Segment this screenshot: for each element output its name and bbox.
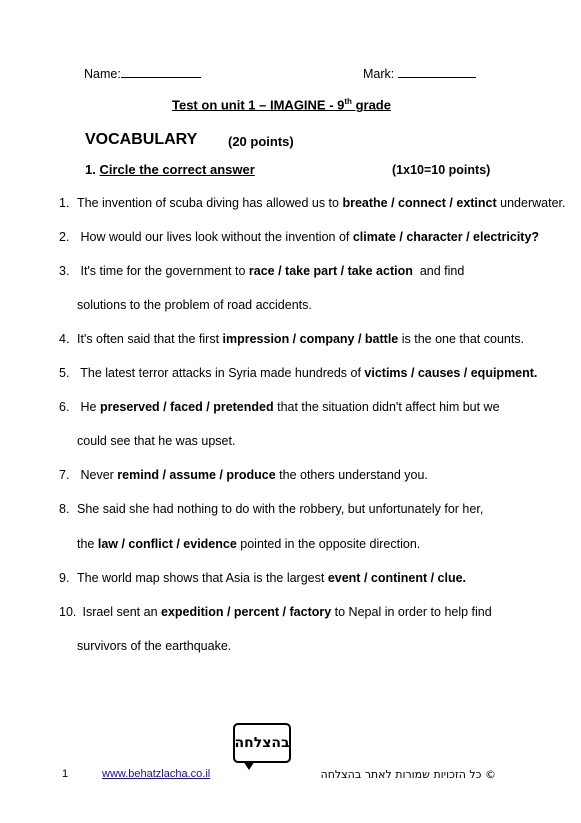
website-link[interactable]: www.behatzlacha.co.il — [102, 768, 211, 780]
mark-field[interactable] — [363, 67, 476, 81]
question-number: 9. — [59, 571, 70, 585]
copyright-text: © כל הזכויות שמורות לאתר בהצלחה — [320, 768, 496, 781]
question-item — [59, 366, 537, 380]
page-number: 1 — [62, 768, 69, 780]
question-number: 7. — [59, 468, 70, 482]
question-text: Never — [77, 468, 118, 482]
question-text: underwater. — [496, 196, 566, 210]
answer-options[interactable]: expedition / percent / factory — [161, 605, 332, 619]
answer-options[interactable]: breathe / connect / extinct — [342, 196, 497, 210]
question-item — [59, 502, 483, 516]
question-item — [59, 605, 492, 619]
question-text: pointed in the opposite direction. — [236, 537, 421, 551]
question-item — [59, 400, 500, 414]
question-number: 2. — [59, 230, 70, 244]
logo-speech-tail — [243, 761, 255, 770]
question-continuation: could see that he was upset. — [77, 434, 236, 448]
question-item — [59, 196, 565, 210]
question-text: It's often said that the first — [77, 332, 223, 346]
question-text: that the situation didn't affect him but we — [273, 400, 500, 414]
question-continuation: solutions to the problem of road accidents. — [77, 298, 312, 312]
question-number: 6. — [59, 400, 70, 414]
question-text: and find — [412, 264, 465, 278]
question-text: He — [77, 400, 100, 414]
answer-options[interactable]: victims / causes / equipment. — [364, 366, 538, 380]
question-item — [59, 468, 428, 482]
answer-options[interactable]: remind / assume / produce — [117, 468, 276, 482]
question-item — [59, 230, 539, 244]
answer-options[interactable]: climate / character / electricity? — [352, 230, 540, 244]
question-number: 5. — [59, 366, 70, 380]
question-text: the — [77, 537, 98, 551]
name-label: Name: — [84, 67, 121, 81]
answer-options[interactable]: race / take part / take action — [248, 264, 413, 278]
answer-options[interactable]: preserved / faced / pretended — [99, 400, 274, 414]
question-number: 3. — [59, 264, 70, 278]
question-text: The latest terror attacks in Syria made hundreds of — [77, 366, 365, 380]
answer-options[interactable]: law / conflict / evidence — [97, 537, 237, 551]
question-item — [59, 571, 466, 585]
question-item — [59, 264, 464, 278]
question-number: 1. — [59, 196, 70, 210]
name-field[interactable] — [84, 67, 201, 81]
name-blank-line[interactable] — [121, 77, 201, 78]
answer-options[interactable]: impression / company / battle — [222, 332, 399, 346]
question-text: the others understand you. — [275, 468, 428, 482]
mark-label: Mark: — [363, 67, 395, 81]
section-points: (20 points) — [228, 134, 294, 149]
subsection-points: (1x10=10 points) — [392, 163, 491, 177]
question-text: The invention of scuba diving has allowed us to — [77, 196, 343, 210]
subsection-title: 1. Circle the correct answer — [85, 162, 255, 177]
question-text: is the one that counts. — [398, 332, 525, 346]
answer-options[interactable]: event / continent / clue. — [327, 571, 467, 585]
mark-blank-line[interactable] — [398, 77, 476, 78]
question-text: How would our lives look without the invention of — [77, 230, 353, 244]
question-item — [59, 332, 524, 346]
page-title: Test on unit 1 – IMAGINE - 9th grade — [172, 97, 391, 113]
behatzlacha-logo: בהצלחה — [233, 723, 291, 763]
section-heading: VOCABULARY — [85, 131, 198, 148]
question-continuation: survivors of the earthquake. — [77, 639, 232, 653]
question-text: Israel sent an — [79, 605, 161, 619]
question-text: to Nepal in order to help find — [331, 605, 492, 619]
question-text: The world map shows that Asia is the largest — [77, 571, 328, 585]
question-continuation — [77, 537, 420, 551]
question-text: She said she had nothing to do with the robbery, but unfortunately for her, — [77, 502, 484, 516]
question-number: 4. — [59, 332, 70, 346]
question-number: 10. — [59, 605, 77, 619]
question-text: It's time for the government to — [77, 264, 249, 278]
question-number: 8. — [59, 502, 70, 516]
